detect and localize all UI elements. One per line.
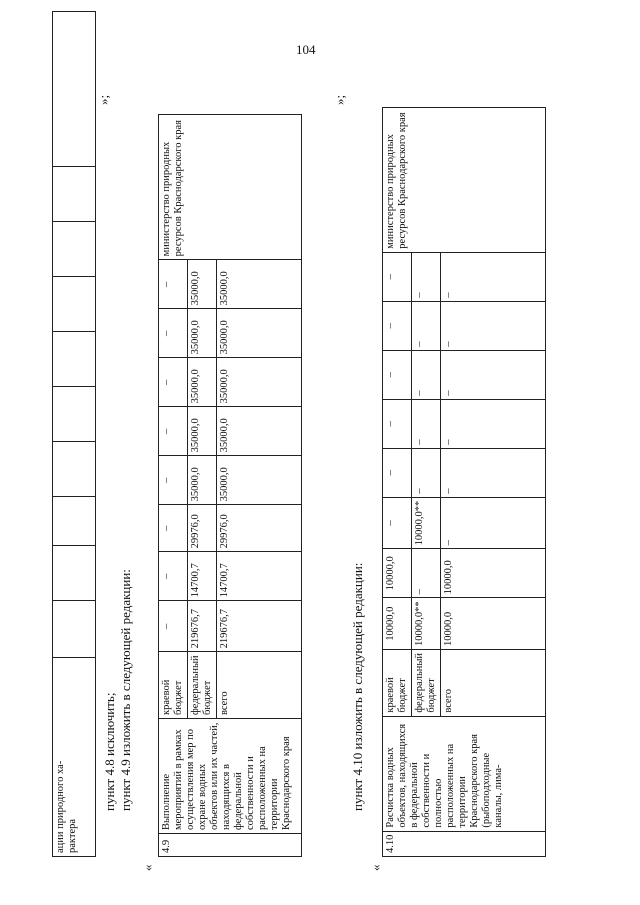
value-cell: –	[383, 497, 412, 549]
row-number: 4.9	[159, 834, 302, 857]
value-cell: –	[412, 252, 441, 301]
responsible-body: министерство природных ресурсов Краснодарского края	[383, 107, 546, 252]
value-cell: 14700,7	[217, 552, 302, 601]
table-fragment-top	[52, 11, 96, 857]
closing-quote: »;	[332, 94, 347, 105]
value-cell: 35000,0	[217, 407, 302, 456]
value-cell: –	[441, 448, 546, 497]
value-cell: 29976,0	[217, 505, 302, 552]
funding-source: краевой бюджет	[383, 649, 412, 716]
value-cell: –	[383, 448, 412, 497]
value-cell: –	[441, 399, 546, 448]
responsible-body: министерство природных ресурсов Краснодарского края	[159, 115, 302, 260]
value-cell: –	[159, 601, 188, 652]
value-cell: 10000,0	[383, 549, 412, 598]
value-cell: 35000,0	[217, 358, 302, 407]
table-cell: ации природного ха- рактера	[53, 658, 96, 857]
value-cell: –	[383, 301, 412, 350]
value-cell: 35000,0	[217, 260, 302, 309]
value-cell: 10000,0**	[412, 497, 441, 549]
value-cell: 35000,0	[188, 456, 217, 505]
table-cell	[53, 167, 96, 222]
row-number: 4.10	[383, 831, 546, 856]
value-cell: 219676,7	[217, 601, 302, 652]
value-cell: –	[159, 358, 188, 407]
value-cell: –	[441, 497, 546, 549]
value-cell: –	[441, 350, 546, 399]
funding-source: всего	[441, 649, 546, 716]
table-cell	[53, 387, 96, 442]
value-cell: 10000,0	[441, 549, 546, 598]
table-cell	[53, 12, 96, 167]
value-cell: –	[159, 552, 188, 601]
open-quote: «	[140, 864, 155, 871]
funding-source: федеральный бюджет	[412, 649, 441, 716]
value-cell: 35000,0	[188, 358, 217, 407]
table-cell	[53, 546, 96, 601]
value-cell: –	[383, 399, 412, 448]
value-cell: –	[159, 260, 188, 309]
closing-quote: »;	[96, 94, 111, 105]
value-cell: 29976,0	[188, 505, 217, 552]
open-quote: «	[368, 864, 383, 871]
measure-name: Расчистка водных объектов, находящихся в федеральной собственности и полностью расположенных на территории Краснодарского края (рыбоподходные каналы, лима-	[383, 716, 546, 831]
page-number: 104	[296, 42, 316, 57]
value-cell: –	[441, 301, 546, 350]
value-cell: 35000,0	[188, 309, 217, 358]
table-cell	[53, 601, 96, 658]
value-cell: 10000,0	[441, 598, 546, 650]
value-cell: –	[412, 301, 441, 350]
value-cell: –	[159, 309, 188, 358]
table-cell	[53, 332, 96, 387]
value-cell: 35000,0	[217, 456, 302, 505]
value-cell: –	[412, 549, 441, 598]
value-cell: –	[412, 350, 441, 399]
value-cell: 10000,0	[383, 598, 412, 650]
funding-source: краевой бюджет	[159, 652, 188, 719]
measure-name: Выполнение мероприятий в рамках осуществления мер по охране водных объектов или их частей, находящихся в федеральной собственности и расположенных на территории Краснодарского края	[159, 719, 302, 834]
instruction-line: пункт 4.8 исключить;	[102, 692, 117, 811]
value-cell: 219676,7	[188, 601, 217, 652]
funding-source: всего	[217, 652, 302, 719]
value-cell: –	[412, 399, 441, 448]
funding-source: федеральный бюджет	[188, 652, 217, 719]
table-cell	[53, 497, 96, 546]
value-cell: –	[159, 407, 188, 456]
value-cell: –	[159, 456, 188, 505]
value-cell: –	[412, 448, 441, 497]
table-row-4-9	[158, 114, 302, 857]
table-cell	[53, 442, 96, 497]
value-cell: –	[159, 505, 188, 552]
table-cell	[53, 277, 96, 332]
value-cell: 35000,0	[217, 309, 302, 358]
table-cell	[53, 222, 96, 277]
value-cell: 35000,0	[188, 260, 217, 309]
value-cell: –	[383, 350, 412, 399]
value-cell: 10000,0**	[412, 598, 441, 650]
instruction-line: пункт 4.9 изложить в следующей редакции:	[118, 569, 133, 811]
table-row-4-10	[382, 107, 546, 857]
value-cell: –	[441, 252, 546, 301]
value-cell: 35000,0	[188, 407, 217, 456]
value-cell: 14700,7	[188, 552, 217, 601]
instruction-line: пункт 4.10 изложить в следующей редакции:	[350, 562, 365, 811]
value-cell: –	[383, 252, 412, 301]
